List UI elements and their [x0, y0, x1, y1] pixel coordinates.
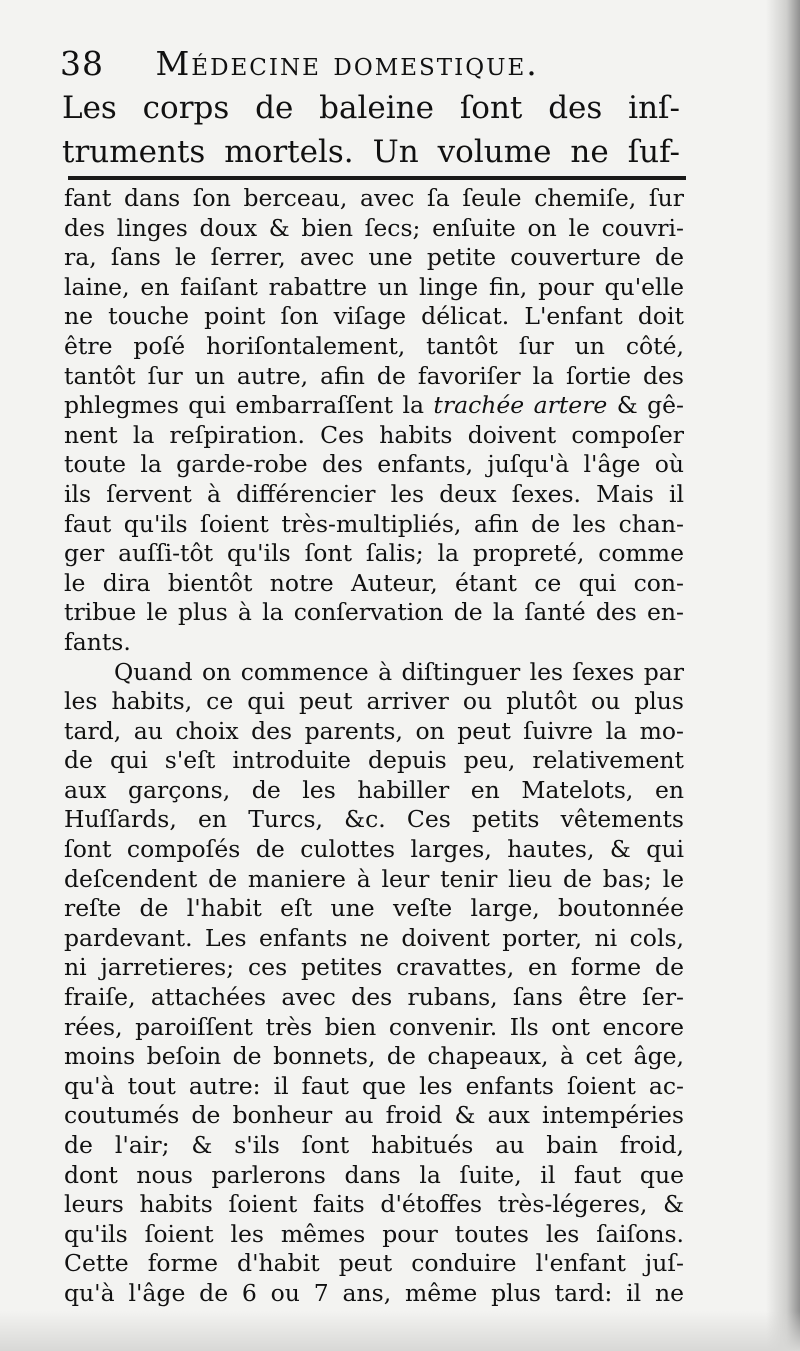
text-line: pardevant. Les enfants ne doivent porter, ni cols,	[64, 923, 684, 952]
text-line: coutumés de bonheur au froid & aux intempéries	[64, 1101, 684, 1130]
text-line: laine, en faiſant rabattre un linge fin, pour qu'elle	[64, 272, 684, 301]
text-line: deſcendent de maniere à leur tenir lieu de bas; le	[64, 864, 684, 893]
text-line: ni jarretieres; ces petites cravattes, en forme de	[64, 953, 684, 982]
paragraph-2	[64, 658, 684, 1309]
text-line: des linges doux & bien ſecs; enſuite on le couvri-	[64, 213, 684, 242]
text-line: Huſſards, en Turcs, &c. Ces petits vêtements	[64, 805, 684, 834]
text-line: Les corps de baleine ſont des inſ-	[62, 90, 680, 126]
text-line: reſte de l'habit eſt une veſte large, boutonnée	[64, 894, 684, 923]
text-line: les habits, ce qui peut arriver ou plutôt ou plus	[64, 687, 684, 716]
text-segment: phlegmes qui embarraſſent la	[64, 391, 434, 420]
text-line: dont nous parlerons dans la ſuite, il faut que	[64, 1160, 684, 1189]
text-line: nent la reſpiration. Ces habits doivent compoſer	[64, 420, 684, 449]
page-gutter-shadow	[766, 0, 800, 1351]
text-line: faut qu'ils ſoient très-multipliés, afin de les chan-	[64, 509, 684, 538]
text-line: de l'air; & s'ils ſont habitués au bain froid,	[64, 1131, 684, 1159]
text-line: toute la garde-robe des enfants, juſqu'à l'âge où	[64, 450, 684, 479]
text-line: Quand on commence à diſtinguer les ſexes par	[114, 657, 684, 686]
paragraph-1	[64, 184, 684, 658]
italic-term: trachée artere	[433, 391, 608, 420]
text-line: qu'à l'âge de 6 ou 7 ans, même plus tard: il ne	[64, 1278, 684, 1307]
running-header	[60, 44, 539, 83]
text-line: rées, paroiſſent très bien convenir. Ils ont encore	[64, 1012, 684, 1041]
text-line: tantôt ſur un autre, afin de favoriſer la ſortie des	[64, 361, 684, 390]
text-line: tribue le plus à la conſervation de la ſanté des en-	[64, 598, 684, 627]
running-title: Médecine domestique.	[155, 44, 539, 83]
text-line: Cette forme d'habit peut conduire l'enfant juſ-	[64, 1249, 684, 1278]
text-line: tard, au choix des parents, on peut ſuivre la mo-	[64, 716, 684, 745]
text-line: ſont compoſés de culottes larges, hautes, & qui	[64, 835, 684, 864]
text-segment: & gê-	[607, 391, 684, 420]
previous-text-fragment	[62, 86, 680, 174]
text-line: qu'à tout autre: il faut que les enfants ſoient ac-	[64, 1071, 684, 1100]
body-text	[64, 184, 684, 1309]
text-line: aux garçons, de les habiller en Matelots, en	[64, 775, 684, 804]
text-line: moins beſoin de bonnets, de chapeaux, à cet âge,	[64, 1042, 684, 1071]
text-line: fants.	[64, 627, 131, 656]
text-line: ger auſſi-tôt qu'ils ſont ſalis; la propreté, comme	[64, 539, 684, 568]
text-line: ne touche point ſon viſage délicat. L'enfant doit	[64, 302, 684, 331]
page-bottom-shadow	[0, 1311, 800, 1351]
text-line: truments mortels. Un volume ne ſuf-	[62, 134, 680, 170]
page-number: 38	[60, 44, 104, 83]
text-line-with-italic	[64, 391, 684, 421]
text-line: leurs habits ſoient faits d'étoffes très-légeres, &	[64, 1190, 684, 1219]
section-rule	[68, 176, 686, 180]
text-line: le dira bientôt notre Auteur, étant ce qui con-	[64, 568, 684, 597]
text-line: ra, ſans le ſerrer, avec une petite couverture de	[64, 243, 684, 272]
text-line: fant dans ſon berceau, avec ſa ſeule chemiſe, ſur	[64, 184, 684, 212]
text-line: ils ſervent à différencier les deux ſexes. Mais il	[64, 479, 684, 508]
text-line: être poſé horiſontalement, tantôt ſur un côté,	[64, 331, 684, 360]
text-line: de qui s'eſt introduite depuis peu, relativement	[64, 746, 684, 775]
text-line: qu'ils ſoient les mêmes pour toutes les ſaiſons.	[64, 1219, 684, 1248]
text-line: fraiſe, attachées avec des rubans, ſans être ſer-	[64, 983, 684, 1012]
